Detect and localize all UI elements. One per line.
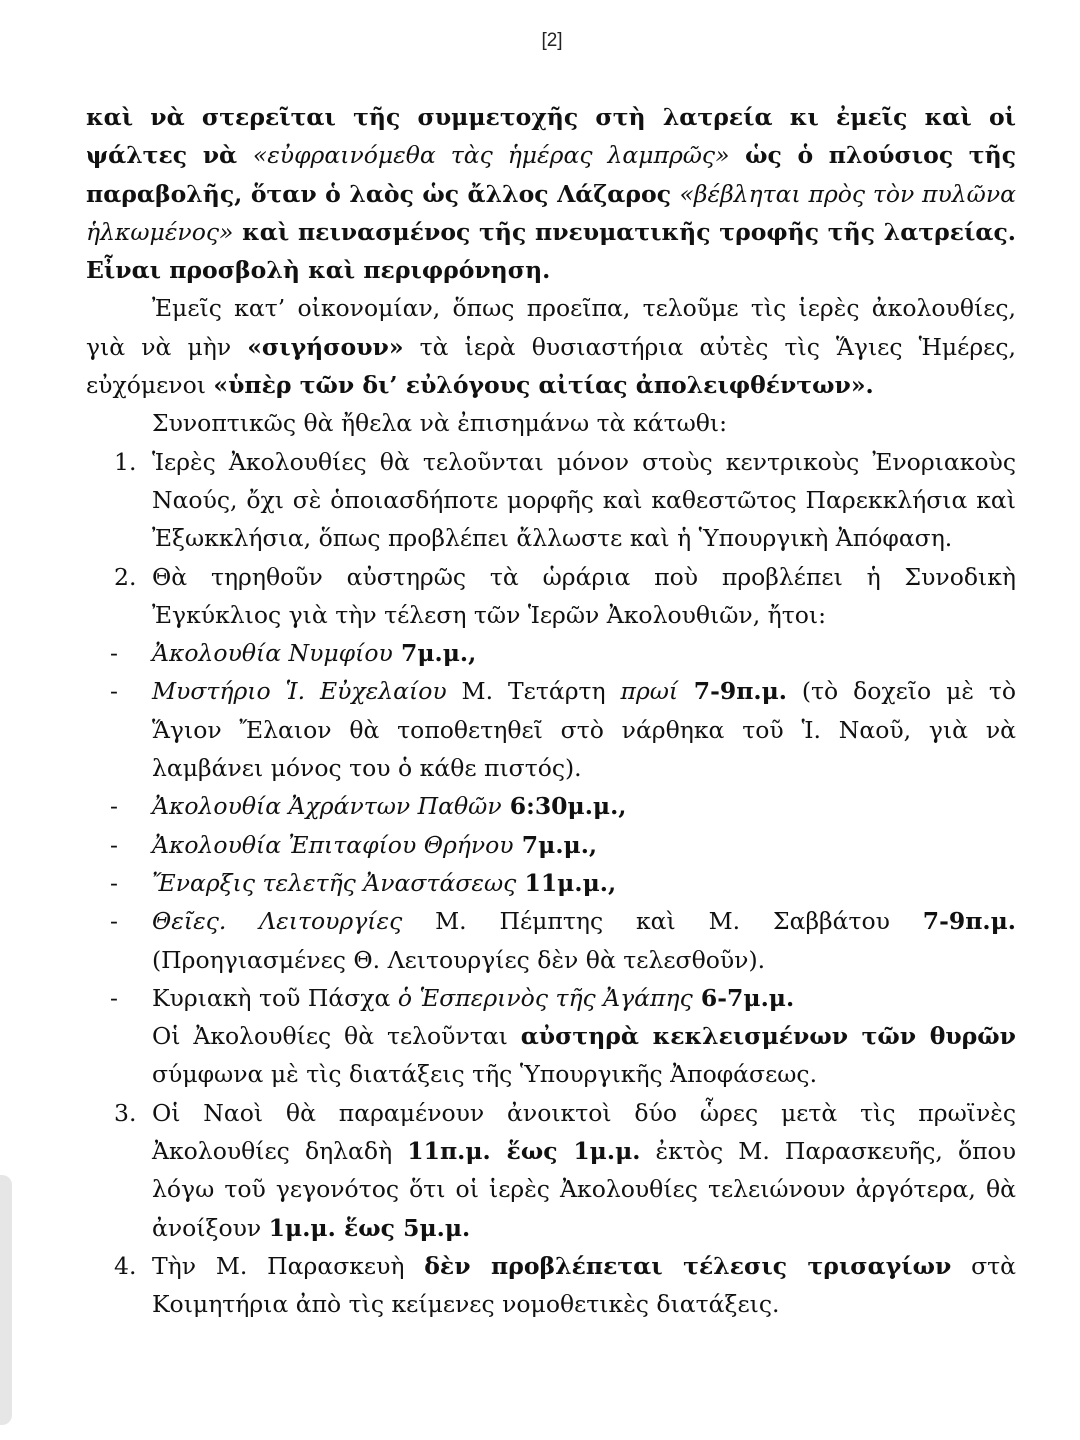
list-item-text: Θὰ τηρηθοῦν αὐστηρῶς τὰ ὡράρια ποὺ προβλέπει ἡ Συνοδικὴ Ἐγκύκλιος γιὰ τὴν τέλεση τῶν Ἱερῶν Ἀκολουθιῶν, ἤτοι: bbox=[152, 562, 1016, 629]
list-item-text: Ἱερὲς Ἀκολουθίες θὰ τελοῦνται μόνον στοὺς κεντρικοὺς Ἐνοριακοὺς Ναούς, ὄχι σὲ ὁποιασδήποτε μορφῆς καὶ καθεστῶτος Παρεκκλήσια καὶ Ἐξωκκλήσια, ὅπως προβλέπει ἄλλωστε καὶ ἡ Ὑπουργικὴ Ἀπόφαση. bbox=[152, 447, 1016, 553]
service-time: 6-7μ.μ. bbox=[692, 983, 795, 1012]
closed-doors-note bbox=[86, 1017, 1016, 1094]
list-item-4 bbox=[86, 1247, 1016, 1324]
side-scroll-handle[interactable] bbox=[0, 1175, 12, 1425]
note-emphasis: αὐστηρὰ κεκλεισμένων τῶν θυρῶν bbox=[520, 1022, 1016, 1051]
schedule-item-euchelaiou bbox=[86, 672, 1016, 787]
p1-text-a: καὶ νὰ στερεῖται τῆς συμμετοχῆς στὴ λατρεία κι ἐμεῖς καὶ οἱ ψάλτες νὰ bbox=[86, 103, 1016, 170]
schedule-item-nymphiou bbox=[86, 634, 1016, 672]
service-name: ὁ Ἑσπερινὸς τῆς Ἀγάπης bbox=[397, 983, 693, 1012]
schedule-item-pathon bbox=[86, 787, 1016, 825]
service-day: Κυριακὴ τοῦ Πάσχα bbox=[152, 983, 398, 1012]
list-item-1 bbox=[86, 443, 1016, 558]
service-time: 7μ.μ., bbox=[392, 639, 477, 668]
p2-text-a: Ἐμεῖς κατ’ οἰκονομίαν, ὅπως προεῖπα, τελοῦμε τὶς ἱερὲς ἀκολουθίες, γιὰ νὰ μὴν bbox=[86, 294, 1016, 361]
p1-quote-1: «εὐφραινόμεθα τὰς ἡμέρας λαμπρῶς» bbox=[252, 141, 730, 170]
service-day-part: πρωί bbox=[620, 677, 679, 706]
list-number: 1. bbox=[114, 447, 137, 476]
list-number: 3. bbox=[114, 1098, 137, 1127]
note-text-a: Οἱ Ἀκολουθίες θὰ τελοῦνται bbox=[152, 1022, 521, 1051]
service-time: 11μ.μ., bbox=[516, 868, 617, 897]
service-name: Ἀκολουθία Νυμφίου bbox=[152, 639, 393, 668]
paragraph-2 bbox=[86, 289, 1016, 404]
opening-hours-1: 11π.μ. ἕως 1μ.μ. bbox=[407, 1137, 641, 1166]
list-number: 4. bbox=[114, 1251, 137, 1280]
schedule-item-leitourgies bbox=[86, 902, 1016, 979]
paragraph-3: Συνοπτικῶς θὰ ἤθελα νὰ ἐπισημάνω τὰ κάτωθι: bbox=[152, 409, 728, 438]
service-note: (τὸ δοχεῖο μὲ τὸ Ἅγιον Ἔλαιον θὰ τοποθετηθεῖ στὸ νάρθηκα τοῦ Ἱ. Ναοῦ, γιὰ νὰ λαμβάνει μόνος του ὁ κάθε πιστός). bbox=[152, 677, 1016, 783]
list-item-text-a: Τὴν Μ. Παρασκευὴ bbox=[152, 1251, 425, 1280]
service-name: Θεῖες. Λειτουργίες bbox=[152, 907, 403, 936]
p1-quote-2: «βέβληται πρὸς τὸν πυλῶνα ἡλκωμένος» bbox=[86, 179, 1016, 246]
service-time: 7-9π.μ. bbox=[678, 677, 787, 706]
dash-bullet: - bbox=[110, 792, 118, 821]
schedule-item-pascha bbox=[86, 979, 1016, 1017]
list-item-3 bbox=[86, 1094, 1016, 1247]
dash-bullet: - bbox=[110, 983, 118, 1012]
p2-quote-1: «σιγήσουν» bbox=[247, 332, 404, 361]
service-name: Ἀκολουθία Ἐπιταφίου Θρήνου bbox=[152, 830, 514, 859]
paragraph-1 bbox=[86, 98, 1016, 289]
dash-bullet: - bbox=[110, 830, 118, 859]
service-name: Μυστήριο Ἱ. Εὐχελαίου bbox=[152, 677, 447, 706]
list-item-emphasis: δὲν προβλέπεται τέλεσις τρισαγίων bbox=[424, 1251, 952, 1280]
p2-text-c: τὰ ἱερὰ θυσιαστήρια αὐτὲς τὶς Ἅγιες Ἡμέρες, εὐχόμενοι bbox=[86, 332, 1016, 400]
opening-hours-2: 1μ.μ. ἕως 5μ.μ. bbox=[268, 1213, 471, 1242]
service-time: 6:30μ.μ., bbox=[501, 792, 627, 821]
list-item-2 bbox=[86, 558, 1016, 635]
dash-bullet: - bbox=[110, 677, 118, 706]
dash-bullet: - bbox=[110, 907, 118, 936]
list-number: 2. bbox=[114, 562, 137, 591]
note-text-b: σύμφωνα μὲ τὶς διατάξεις τῆς Ὑπουργικῆς Ἀποφάσεως. bbox=[152, 1060, 818, 1089]
p1-text-c: ὡς ὁ πλούσιος τῆς παραβολῆς, ὅταν ὁ λαὸς ὡς ἄλλος Λάζαρος bbox=[86, 141, 1017, 208]
schedule-item-epitaphiou bbox=[86, 826, 1016, 864]
service-note: (Προηγιασμένες Θ. Λειτουργίες δὲν θὰ τελεσθοῦν). bbox=[152, 945, 766, 974]
service-name: Ἔναρξις τελετῆς Ἀναστάσεως bbox=[152, 868, 517, 897]
list-item-text-b: ἐκτὸς Μ. Παρασκευῆς, ὅπου λόγω τοῦ γεγονότος ὅτι οἱ ἱερὲς Ἀκολουθίες τελειώνουν ἀργότερα, θὰ ἀνοίξουν bbox=[152, 1137, 1016, 1242]
p2-quote-2: «ὑπὲρ τῶν δι’ εὐλόγους αἰτίας ἀπολειφθέντων». bbox=[213, 371, 874, 400]
service-name: Ἀκολουθία Ἀχράντων Παθῶν bbox=[152, 792, 502, 821]
list-item-text-b: στὰ Κοιμητήρια ἀπὸ τὶς κείμενες νομοθετικὲς διατάξεις. bbox=[152, 1251, 1016, 1319]
service-time: 7μ.μ., bbox=[513, 830, 598, 859]
dash-bullet: - bbox=[110, 639, 118, 668]
service-day: Μ. Τετάρτη bbox=[446, 677, 621, 706]
document-body bbox=[86, 98, 1016, 1324]
p1-text-e: καὶ πεινασμένος τῆς πνευματικῆς τροφῆς τῆς λατρείας. Εἶναι προσβολὴ καὶ περιφρόνηση. bbox=[86, 217, 1016, 285]
dash-bullet: - bbox=[110, 868, 118, 897]
schedule-item-anastaseos bbox=[86, 864, 1016, 902]
page-number: [2] bbox=[541, 30, 563, 51]
service-days: Μ. Πέμπτης καὶ Μ. Σαββάτου bbox=[402, 907, 923, 936]
service-time: 7-9π.μ. bbox=[922, 907, 1016, 936]
list-item-text-a: Οἱ Ναοὶ θὰ παραμένουν ἀνοικτοὶ δύο ὧρες μετὰ τὶς πρωϊνὲς Ἀκολουθίες δηλαδὴ bbox=[152, 1098, 1016, 1166]
